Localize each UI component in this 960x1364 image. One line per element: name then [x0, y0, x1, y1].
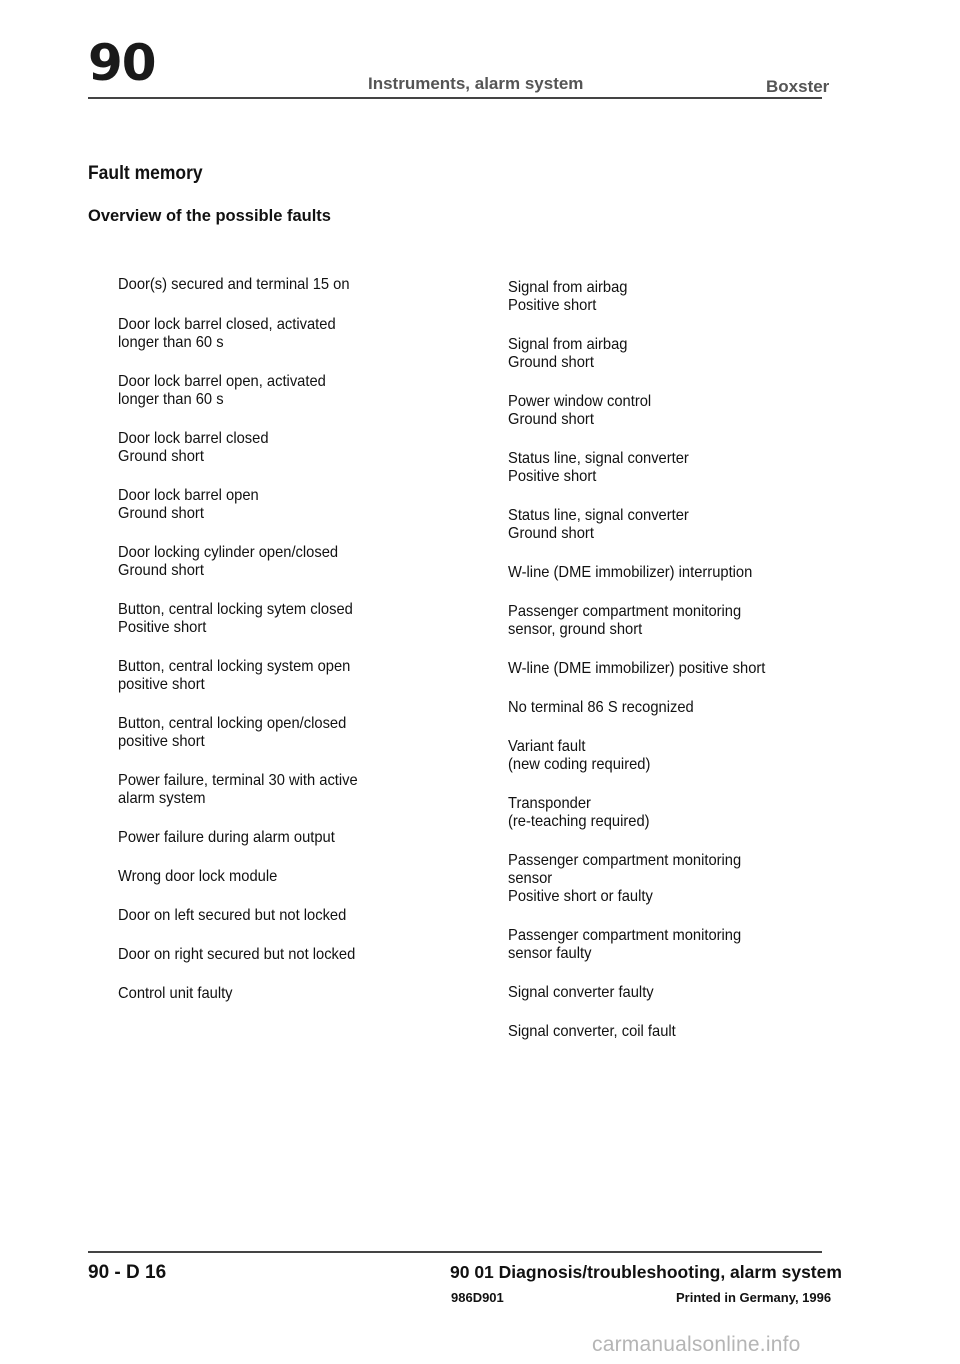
footer-page-number: 90 - D 16	[88, 1262, 167, 1283]
fault-item: W-line (DME immobilizer) interruption	[508, 564, 753, 581]
footer-divider	[88, 1251, 822, 1253]
fault-item: Signal from airbag Ground short	[508, 336, 628, 371]
page-subtitle: Overview of the possible faults	[88, 207, 331, 225]
fault-item: Door locking cylinder open/closed Ground short	[118, 544, 339, 579]
footer-document-code: 986D901	[451, 1290, 504, 1305]
footer-section-title: 90 01 Diagnosis/troubleshooting, alarm system	[450, 1262, 842, 1282]
fault-item: Door lock barrel open, activated longer than 60 s	[118, 373, 326, 408]
section-title: Instruments, alarm system	[368, 74, 584, 93]
fault-item: Signal converter, coil fault	[508, 1023, 676, 1040]
fault-item: Transponder (re-teaching required)	[508, 795, 650, 830]
model-name: Boxster	[766, 77, 830, 96]
fault-item: Signal converter faulty	[508, 984, 654, 1001]
fault-item: Signal from airbag Positive short	[508, 279, 628, 314]
fault-item: Wrong door lock module	[118, 868, 278, 885]
fault-item: Button, central locking open/closed positive short	[118, 715, 347, 750]
left-fault-list	[118, 276, 458, 1003]
fault-item: Passenger compartment monitoring sensor faulty	[508, 927, 742, 962]
fault-item: Control unit faulty	[118, 985, 233, 1002]
fault-item: Button, central locking sytem closed Positive short	[118, 601, 353, 636]
fault-item: Status line, signal converter Ground short	[508, 507, 689, 542]
fault-item: Door on left secured but not locked	[118, 907, 347, 924]
page-title: Fault memory	[88, 163, 203, 184]
watermark: carmanualsonline.info	[592, 1333, 801, 1356]
fault-item: Door(s) secured and terminal 15 on	[118, 276, 350, 293]
fault-item: Status line, signal converter Positive short	[508, 450, 689, 485]
header-divider	[88, 97, 822, 99]
fault-item: W-line (DME immobilizer) positive short	[508, 660, 766, 677]
fault-item: Button, central locking system open positive short	[118, 658, 351, 693]
fault-item: Passenger compartment monitoring sensor, ground short	[508, 603, 742, 638]
fault-item: Door lock barrel closed Ground short	[118, 430, 269, 465]
fault-item: Power failure during alarm output	[118, 829, 335, 846]
fault-item: Door lock barrel open Ground short	[118, 487, 259, 522]
fault-item: No terminal 86 S recognized	[508, 699, 694, 716]
fault-item: Door lock barrel closed, activated longer than 60 s	[118, 316, 336, 351]
right-fault-list	[508, 279, 838, 1041]
fault-item: Passenger compartment monitoring sensor Positive short or faulty	[508, 852, 742, 905]
fault-item: Variant fault (new coding required)	[508, 738, 651, 773]
footer-printed-note: Printed in Germany, 1996	[676, 1290, 832, 1305]
fault-item: Power window control Ground short	[508, 393, 652, 428]
fault-item: Door on right secured but not locked	[118, 946, 356, 963]
fault-item: Power failure, terminal 30 with active alarm system	[118, 772, 358, 807]
chapter-number: 90	[88, 34, 156, 92]
